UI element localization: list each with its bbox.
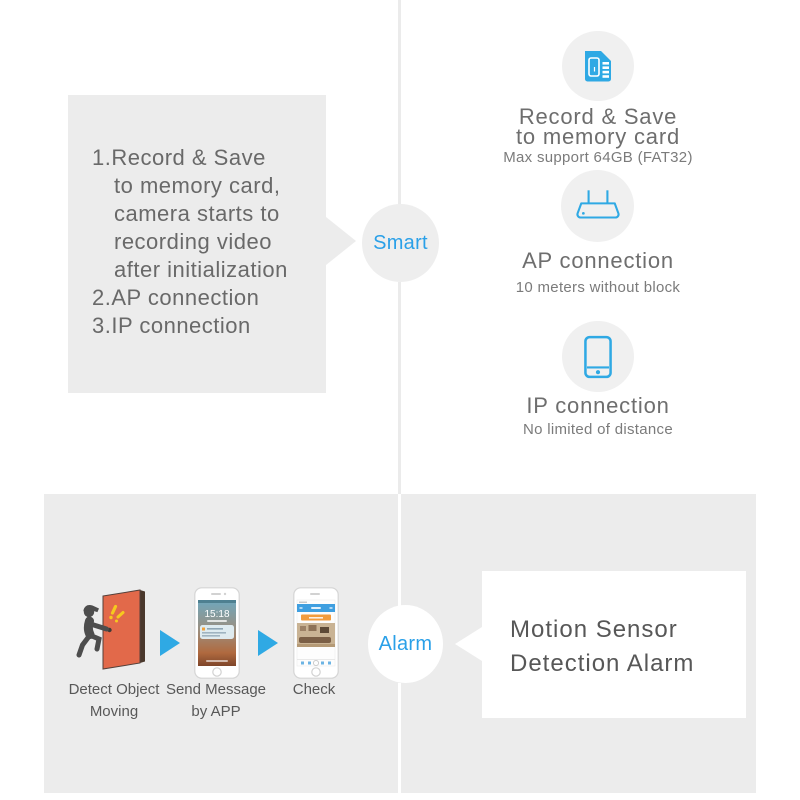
door-edge xyxy=(140,590,145,663)
callout-speech-tail xyxy=(455,627,482,661)
note-line: to memory card, xyxy=(114,173,281,198)
step-label-line: by APP xyxy=(191,703,241,720)
smart-note-box xyxy=(68,95,326,393)
arrow-right-icon xyxy=(258,630,278,656)
feature-subtitle-ip: No limited of distance xyxy=(522,421,673,438)
note-line: 3.IP connection xyxy=(92,313,251,338)
router-icon xyxy=(575,188,621,224)
smart-bubble-label: Smart xyxy=(373,231,428,254)
callout-line: Motion Sensor xyxy=(510,616,678,643)
alarm-bubble-label: Alarm xyxy=(378,632,433,655)
camera-view-photo xyxy=(297,623,335,647)
divider-line-panel-top xyxy=(398,494,401,607)
feature-subtitle-ap: 10 meters without block xyxy=(515,279,681,296)
feature-subtitle-record: Max support 64GB (FAT32) xyxy=(503,149,693,166)
step-label-line: Send Message xyxy=(165,681,267,698)
feature-circle-ip xyxy=(562,321,634,392)
phone-camera xyxy=(224,593,226,595)
status-bar xyxy=(299,602,307,604)
feature-title-ip xyxy=(478,393,718,418)
note-line: 2.AP connection xyxy=(92,285,260,310)
divider-line-top xyxy=(398,0,401,205)
door-detect-illustration xyxy=(76,584,152,672)
smartphone-icon xyxy=(583,335,613,379)
alarm-panel xyxy=(44,494,756,793)
note-line: after initialization xyxy=(114,257,288,282)
note-line: camera starts to xyxy=(114,201,280,226)
motion-sensor-callout xyxy=(482,571,746,718)
status-bar xyxy=(198,600,236,603)
phone-speaker xyxy=(211,593,221,595)
phone-speaker xyxy=(310,593,320,595)
feature-title-line: AP connection xyxy=(522,248,674,273)
lockscreen-date xyxy=(207,620,227,622)
feature-title-ap xyxy=(478,248,718,273)
notification-banner xyxy=(200,625,234,639)
alarm-bubble xyxy=(368,605,443,683)
phone-lockscreen-illustration xyxy=(194,587,240,679)
feature-title-line: Record & Save xyxy=(518,104,678,129)
sd-card-icon xyxy=(579,48,617,84)
smart-note-text xyxy=(92,144,288,340)
feature-title-line: to memory card xyxy=(515,124,681,149)
person-silhouette xyxy=(79,605,107,655)
step-label-line: Detect Object xyxy=(68,681,160,698)
arrow-right-icon xyxy=(160,630,180,656)
app-orange-button xyxy=(301,615,331,621)
callout-line: Detection Alarm xyxy=(510,650,695,677)
smart-bubble xyxy=(362,204,439,282)
feature-circle-record xyxy=(562,31,634,101)
note-line: 1.Record & Save xyxy=(92,145,266,170)
note-speech-tail xyxy=(326,217,356,265)
step-label-line: Check xyxy=(292,681,336,698)
slide-to-unlock-bar xyxy=(206,660,228,662)
feature-title-line: IP connection xyxy=(526,393,670,418)
lockscreen-time: 15:18 xyxy=(204,609,230,620)
note-line: recording video xyxy=(114,229,272,254)
feature-title-record xyxy=(478,104,718,149)
callout-text xyxy=(510,613,694,681)
divider-line-middle xyxy=(398,282,401,494)
step-label-line: Moving xyxy=(89,703,139,720)
feature-circle-ap xyxy=(561,170,634,242)
divider-line-panel-bottom xyxy=(398,683,401,793)
phone-app-illustration xyxy=(293,587,339,679)
app-header-bar xyxy=(297,604,335,612)
step-label-check xyxy=(250,679,378,701)
